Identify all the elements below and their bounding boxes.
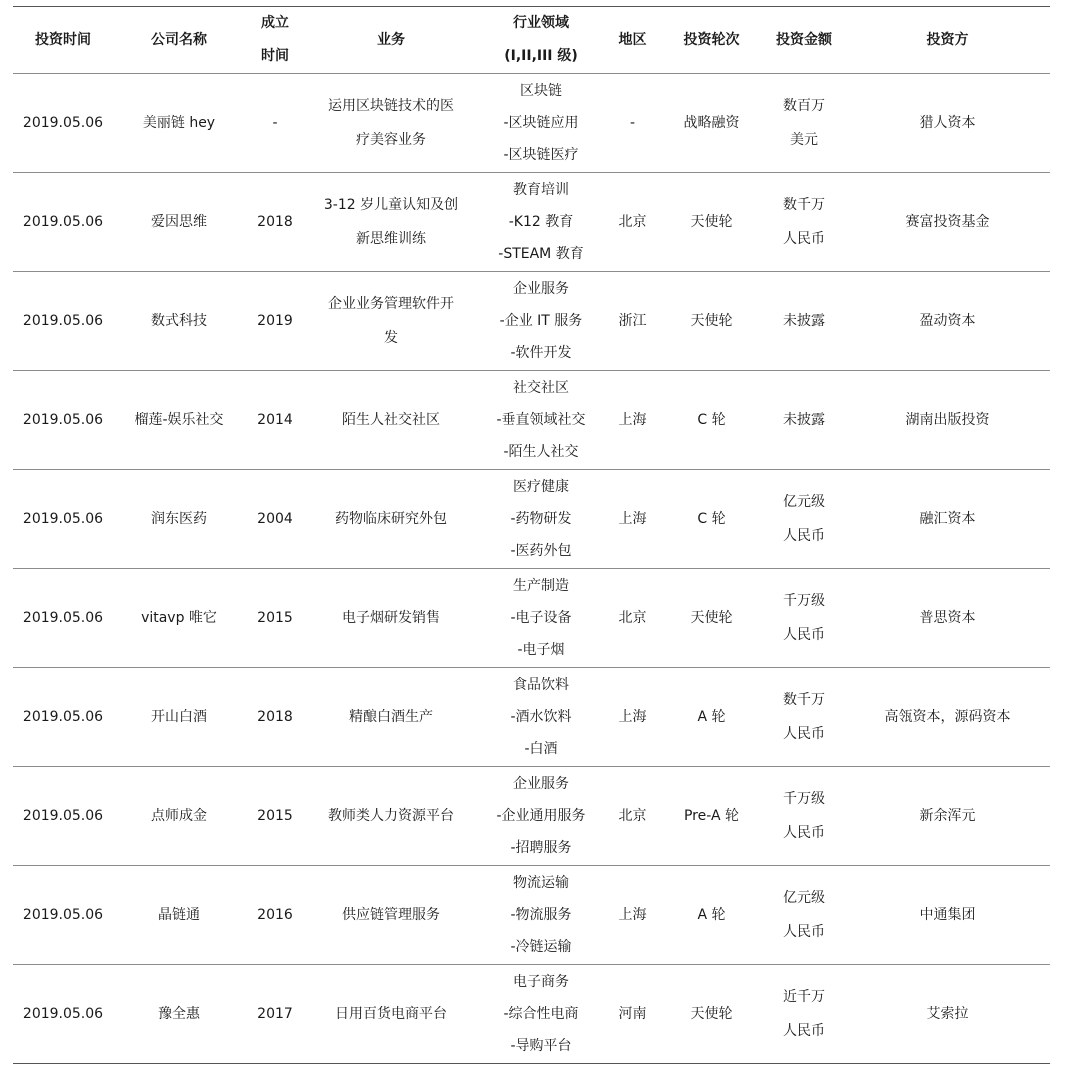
cell-industry-line: -软件开发: [510, 345, 572, 361]
cell-industry-line: -医药外包: [510, 543, 572, 559]
cell-investor: 新余浑元: [845, 767, 1050, 866]
cell-round: C 轮: [660, 371, 763, 470]
cell-founded: 2016: [245, 866, 305, 965]
cell-industry-line: 企业服务: [513, 281, 569, 297]
cell-founded: 2015: [245, 569, 305, 668]
cell-amount-line: 人民币: [783, 726, 825, 742]
cell-industry: [477, 965, 605, 1064]
cell-amount-line: 人民币: [783, 924, 825, 940]
header-industry-line2: (I,II,III 级): [504, 48, 578, 64]
header-round: 投资轮次: [660, 7, 763, 74]
cell-company: 晶链通: [113, 866, 245, 965]
cell-amount-line: 人民币: [783, 825, 825, 841]
table-row: [13, 767, 1050, 866]
cell-amount-line: 数千万: [783, 197, 825, 213]
cell-industry: [477, 173, 605, 272]
header-founded: [245, 7, 305, 74]
cell-business-line: 供应链管理服务: [342, 907, 440, 923]
cell-industry: [477, 74, 605, 173]
cell-industry-line: 企业服务: [513, 776, 569, 792]
cell-business: [305, 767, 477, 866]
cell-round: 天使轮: [660, 569, 763, 668]
cell-industry: [477, 866, 605, 965]
cell-founded: 2004: [245, 470, 305, 569]
cell-business-line: 教师类人力资源平台: [328, 808, 454, 824]
header-founded-line1: 成立: [261, 15, 289, 31]
cell-region: 上海: [605, 470, 660, 569]
cell-business-line: 发: [384, 330, 398, 346]
cell-business: [305, 74, 477, 173]
cell-investor: 猎人资本: [845, 74, 1050, 173]
cell-investor: 赛富投资基金: [845, 173, 1050, 272]
investment-table-container: [13, 6, 1050, 1064]
cell-company: 美丽链 hey: [113, 74, 245, 173]
cell-investor: 盈动资本: [845, 272, 1050, 371]
cell-round: 战略融资: [660, 74, 763, 173]
table-row: [13, 866, 1050, 965]
cell-region: -: [605, 74, 660, 173]
cell-amount-line: 数千万: [783, 692, 825, 708]
cell-amount-line: 近千万: [783, 989, 825, 1005]
table-row: [13, 569, 1050, 668]
cell-region: 上海: [605, 866, 660, 965]
cell-industry-line: 教育培训: [513, 182, 569, 198]
cell-time: 2019.05.06: [13, 74, 113, 173]
cell-round: 天使轮: [660, 173, 763, 272]
cell-time: 2019.05.06: [13, 371, 113, 470]
cell-round: Pre-A 轮: [660, 767, 763, 866]
cell-business-line: 新思维训练: [356, 231, 426, 247]
cell-industry-line: -酒水饮料: [510, 709, 572, 725]
cell-business: [305, 173, 477, 272]
cell-business-line: 企业业务管理软件开: [328, 296, 454, 312]
cell-amount-line: 未披露: [783, 412, 825, 428]
cell-region: 河南: [605, 965, 660, 1064]
cell-industry-line: 区块链: [520, 83, 562, 99]
cell-time: 2019.05.06: [13, 866, 113, 965]
header-industry-line1: 行业领域: [513, 15, 569, 31]
cell-business: [305, 965, 477, 1064]
cell-industry-line: -白酒: [524, 741, 558, 757]
cell-business: [305, 470, 477, 569]
cell-company: 豫全惠: [113, 965, 245, 1064]
cell-industry-line: -物流服务: [510, 907, 572, 923]
cell-founded: 2017: [245, 965, 305, 1064]
cell-business: [305, 272, 477, 371]
cell-industry: [477, 371, 605, 470]
cell-round: 天使轮: [660, 965, 763, 1064]
cell-industry-line: -区块链医疗: [503, 147, 579, 163]
investment-table: [13, 6, 1050, 1064]
cell-amount-line: 人民币: [783, 231, 825, 247]
cell-industry: [477, 272, 605, 371]
cell-business-line: 疗美容业务: [356, 132, 426, 148]
cell-region: 北京: [605, 569, 660, 668]
header-time: 投资时间: [13, 7, 113, 74]
cell-founded: 2014: [245, 371, 305, 470]
table-row: [13, 965, 1050, 1064]
table-row: [13, 173, 1050, 272]
cell-time: 2019.05.06: [13, 668, 113, 767]
cell-company: 润东医药: [113, 470, 245, 569]
cell-company: 开山白酒: [113, 668, 245, 767]
cell-time: 2019.05.06: [13, 173, 113, 272]
cell-amount: [763, 965, 845, 1064]
cell-industry-line: 电子商务: [513, 974, 569, 990]
cell-founded: 2018: [245, 668, 305, 767]
cell-investor: 高瓴资本，源码资本: [845, 668, 1050, 767]
cell-amount-line: 人民币: [783, 528, 825, 544]
cell-amount-line: 亿元级: [783, 494, 825, 510]
cell-amount-line: 人民币: [783, 627, 825, 643]
cell-amount: [763, 470, 845, 569]
cell-founded: -: [245, 74, 305, 173]
cell-investor: 普思资本: [845, 569, 1050, 668]
cell-industry-line: -STEAM 教育: [498, 246, 584, 262]
cell-company: 爱因思维: [113, 173, 245, 272]
cell-industry-line: -陌生人社交: [503, 444, 579, 460]
cell-business-line: 运用区块链技术的医: [328, 98, 454, 114]
cell-time: 2019.05.06: [13, 767, 113, 866]
cell-industry-line: -导购平台: [510, 1038, 572, 1054]
cell-amount-line: 千万级: [783, 593, 825, 609]
header-region: 地区: [605, 7, 660, 74]
cell-company: 榴莲-娱乐社交: [113, 371, 245, 470]
cell-business-line: 精酿白酒生产: [349, 709, 433, 725]
cell-industry-line: -区块链应用: [503, 115, 579, 131]
cell-company: 数式科技: [113, 272, 245, 371]
cell-business-line: 陌生人社交社区: [342, 412, 440, 428]
cell-industry: [477, 668, 605, 767]
cell-industry-line: 生产制造: [513, 578, 569, 594]
table-row: [13, 272, 1050, 371]
cell-industry-line: -冷链运输: [510, 939, 572, 955]
cell-amount: [763, 74, 845, 173]
cell-time: 2019.05.06: [13, 272, 113, 371]
cell-business: [305, 371, 477, 470]
cell-business: [305, 569, 477, 668]
cell-region: 浙江: [605, 272, 660, 371]
cell-industry-line: -招聘服务: [510, 840, 572, 856]
table-row: [13, 371, 1050, 470]
header-industry: [477, 7, 605, 74]
cell-business-line: 电子烟研发销售: [342, 610, 440, 626]
table-body: [13, 74, 1050, 1064]
cell-amount-line: 未披露: [783, 313, 825, 329]
header-amount: 投资金额: [763, 7, 845, 74]
cell-round: A 轮: [660, 668, 763, 767]
cell-industry: [477, 767, 605, 866]
cell-time: 2019.05.06: [13, 965, 113, 1064]
cell-business-line: 药物临床研究外包: [335, 511, 447, 527]
cell-founded: 2018: [245, 173, 305, 272]
table-row: [13, 668, 1050, 767]
cell-industry-line: -K12 教育: [508, 214, 574, 230]
table-row: [13, 470, 1050, 569]
header-founded-line2: 时间: [261, 48, 289, 64]
cell-amount-line: 美元: [790, 132, 818, 148]
cell-business-line: 3-12 岁儿童认知及创: [323, 197, 459, 213]
cell-amount: [763, 668, 845, 767]
cell-industry-line: 医疗健康: [513, 479, 569, 495]
cell-amount-line: 亿元级: [783, 890, 825, 906]
cell-region: 北京: [605, 767, 660, 866]
cell-investor: 湖南出版投资: [845, 371, 1050, 470]
cell-industry-line: -药物研发: [510, 511, 572, 527]
cell-industry-line: -垂直领域社交: [496, 412, 586, 428]
cell-region: 上海: [605, 668, 660, 767]
cell-region: 北京: [605, 173, 660, 272]
cell-founded: 2019: [245, 272, 305, 371]
cell-industry-line: -电子烟: [517, 642, 565, 658]
cell-industry-line: -电子设备: [510, 610, 572, 626]
header-business: 业务: [305, 7, 477, 74]
cell-time: 2019.05.06: [13, 569, 113, 668]
cell-industry-line: 社交社区: [513, 380, 569, 396]
cell-investor: 融汇资本: [845, 470, 1050, 569]
cell-founded: 2015: [245, 767, 305, 866]
cell-industry: [477, 569, 605, 668]
cell-amount-line: 人民币: [783, 1023, 825, 1039]
cell-round: C 轮: [660, 470, 763, 569]
cell-industry-line: -企业 IT 服务: [499, 313, 583, 329]
cell-amount: [763, 767, 845, 866]
header-row: [13, 7, 1050, 74]
cell-industry-line: -综合性电商: [503, 1006, 579, 1022]
cell-industry-line: 食品饮料: [513, 677, 569, 693]
cell-amount: [763, 272, 845, 371]
cell-industry: [477, 470, 605, 569]
cell-amount: [763, 173, 845, 272]
header-company: 公司名称: [113, 7, 245, 74]
cell-business: [305, 866, 477, 965]
cell-amount-line: 千万级: [783, 791, 825, 807]
cell-amount: [763, 569, 845, 668]
cell-investor: 艾索拉: [845, 965, 1050, 1064]
cell-business-line: 日用百货电商平台: [335, 1006, 447, 1022]
cell-round: A 轮: [660, 866, 763, 965]
cell-amount: [763, 866, 845, 965]
header-investor: 投资方: [845, 7, 1050, 74]
cell-time: 2019.05.06: [13, 470, 113, 569]
cell-amount: [763, 371, 845, 470]
table-row: [13, 74, 1050, 173]
cell-round: 天使轮: [660, 272, 763, 371]
cell-amount-line: 数百万: [783, 98, 825, 114]
cell-industry-line: 物流运输: [513, 875, 569, 891]
cell-industry-line: -企业通用服务: [496, 808, 586, 824]
cell-business: [305, 668, 477, 767]
cell-investor: 中通集团: [845, 866, 1050, 965]
cell-region: 上海: [605, 371, 660, 470]
cell-company: 点师成金: [113, 767, 245, 866]
cell-company: vitavp 唯它: [113, 569, 245, 668]
